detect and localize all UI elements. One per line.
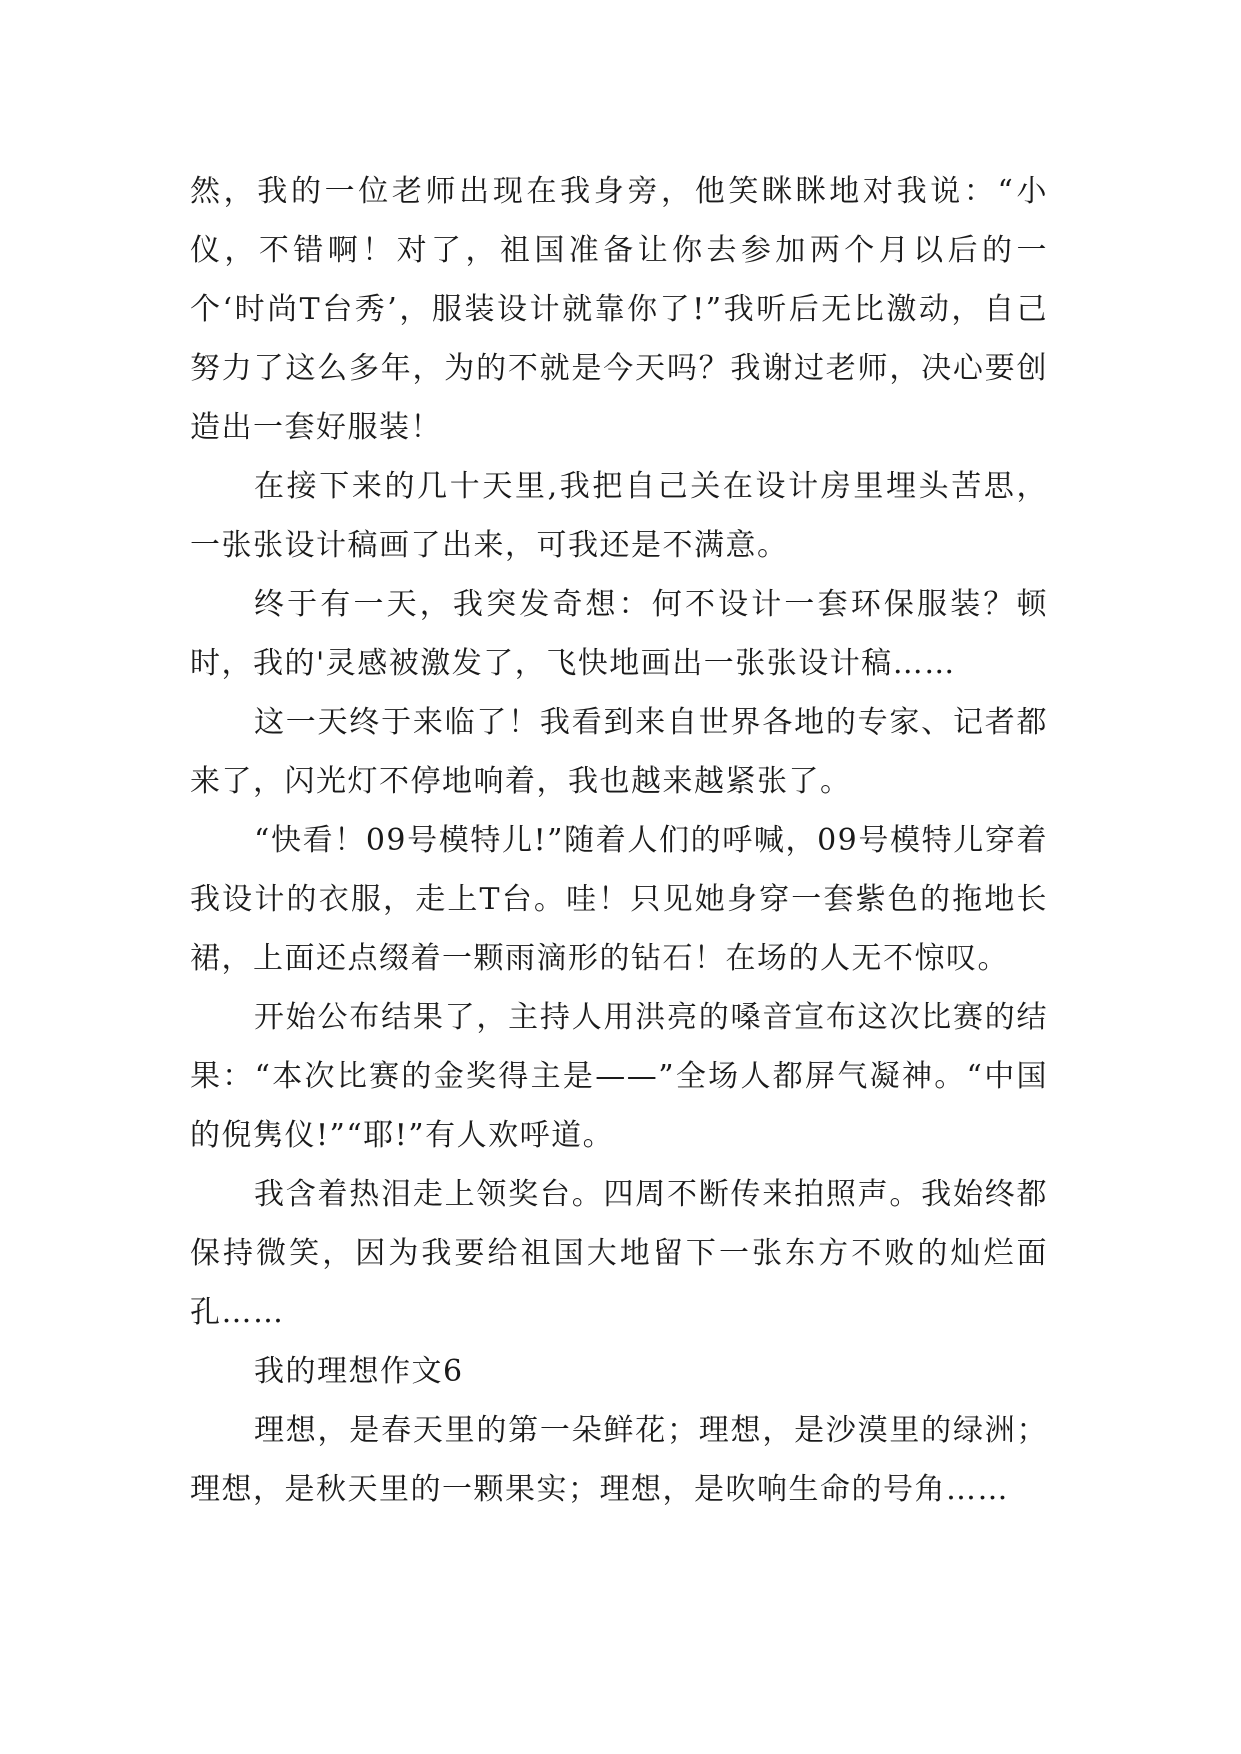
paragraph-9: 理想，是春天里的第一朵鲜花；理想，是沙漠里的绿洲；理想，是秋天里的一颗果实；理想，是吹响生命的号角…… [190, 1413, 1048, 1507]
paragraph-6: 开始公布结果了，主持人用洪亮的嗓音宣布这次比赛的结果：“本次比赛的金奖得主是——”全场人都屏气凝神。“中国的倪隽仪!”“耶!”有人欢呼道。 [190, 1000, 1048, 1153]
paragraph-5: “快看！09号模特儿!”随着人们的呼喊，09号模特儿穿着我设计的衣服，走上T台。哇！只见她身穿一套紫色的拖地长裙，上面还点缀着一颗雨滴形的钻石！在场的人无不惊叹。 [190, 823, 1048, 976]
document-body [190, 162, 1048, 1519]
section-heading: 我的理想作文6 [254, 1354, 464, 1389]
paragraph-4: 这一天终于来临了！我看到来自世界各地的专家、记者都来了，闪光灯不停地响着，我也越来越紧张了。 [190, 705, 1048, 799]
paragraph-7: 我含着热泪走上领奖台。四周不断传来拍照声。我始终都保持微笑，因为我要给祖国大地留下一张东方不败的灿烂面孔…… [190, 1177, 1048, 1330]
paragraph-1: 然，我的一位老师出现在我身旁，他笑眯眯地对我说：“小仪，不错啊！对了，祖国准备让你去参加两个月以后的一个‘时尚T台秀’，服装设计就靠你了!”我听后无比激动，自己努力了这么多年，为的不就是今天吗？我谢过老师，决心要创造出一套好服装！ [190, 174, 1048, 445]
paragraph-3: 终于有一天，我突发奇想：何不设计一套环保服装？顿时，我的'灵感被激发了，飞快地画出一张张设计稿…… [190, 587, 1048, 681]
paragraph-2: 在接下来的几十天里,我把自己关在设计房里埋头苦思，一张张设计稿画了出来，可我还是不满意。 [190, 469, 1048, 563]
